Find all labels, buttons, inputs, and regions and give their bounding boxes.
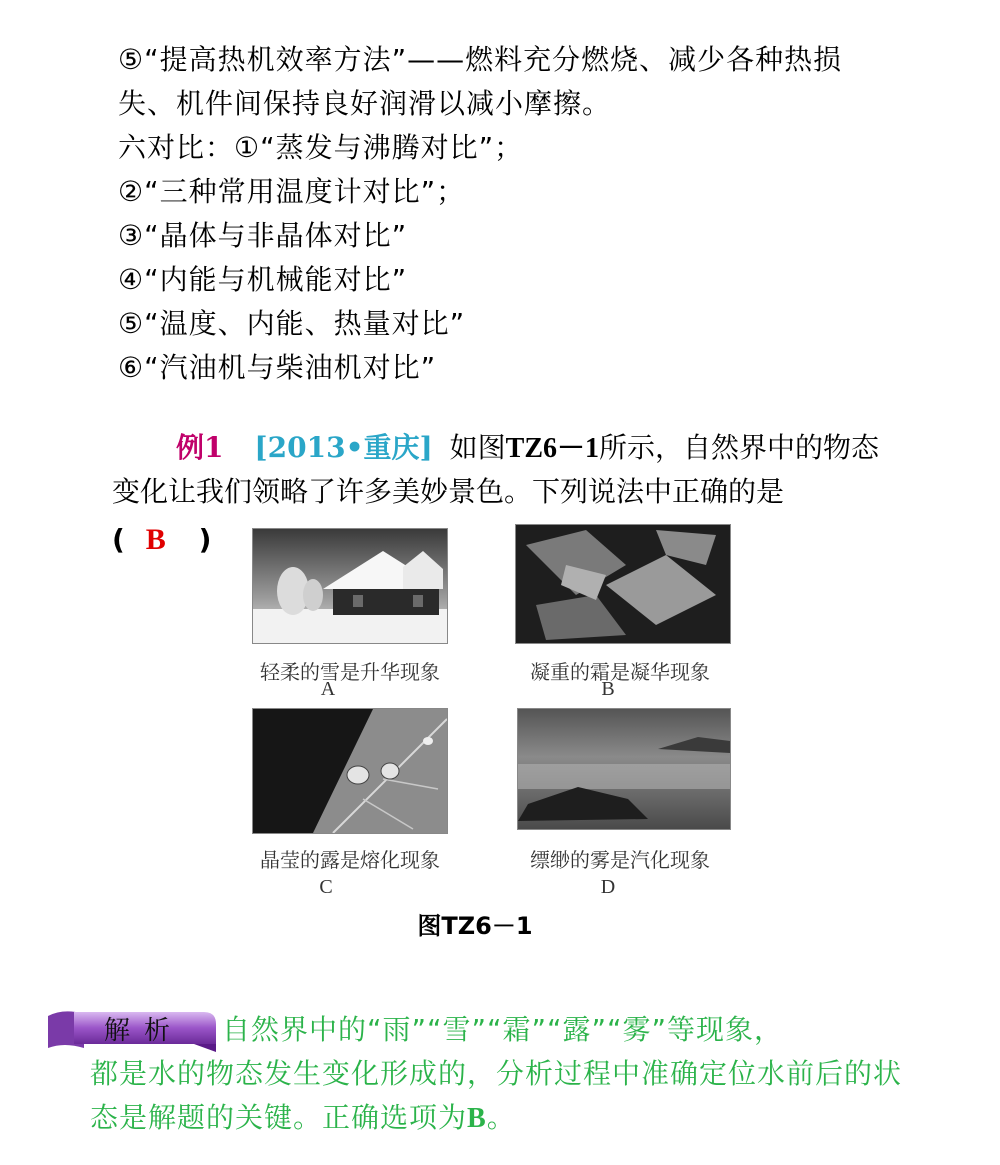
- frost-leaves-image: [516, 525, 730, 643]
- analysis-line-3: [90, 1098, 516, 1139]
- analysis-line-1: 自然界中的“雨”“雪”“霜”“露”“雾”等现象，: [222, 1013, 784, 1046]
- example-line-2: 变化让我们领略了许多美妙景色。下列说法中正确的是: [112, 475, 785, 508]
- text-line-1: ⑤“提高热机效率方法”——燃料充分燃烧、减少各种热损: [118, 43, 843, 76]
- dew-leaf-image: [253, 709, 447, 833]
- analysis-line-2: 都是水的物态发生变化形成的，分析过程中准确定位水前后的状: [90, 1057, 903, 1090]
- letter-d: D: [600, 876, 616, 898]
- caption-a: 轻柔的雪是升华现象: [260, 660, 440, 684]
- photo-dew-leaf: [252, 708, 448, 834]
- text-line-5: ③“晶体与非晶体对比”: [118, 219, 408, 252]
- snow-house-image: [253, 529, 447, 643]
- text-line-8: ⑥“汽油机与柴油机对比”: [118, 351, 437, 384]
- caption-c: 晶莹的露是熔化现象: [260, 848, 440, 872]
- example-label: 例1: [176, 431, 224, 464]
- analysis-answer: B: [467, 1103, 487, 1134]
- analysis-tag-label: 解析: [104, 1016, 185, 1046]
- answer-blank: [112, 520, 211, 560]
- example-text-b: 所示，自然界中的物态: [599, 431, 880, 464]
- photo-snow-house: [252, 528, 448, 644]
- photo-misty-sea: [517, 708, 731, 830]
- text-line-3: 六对比：①“蒸发与沸腾对比”；: [118, 131, 524, 164]
- paren-open: (: [112, 523, 125, 556]
- answer-letter: B: [145, 523, 166, 556]
- paren-close: ): [198, 523, 212, 556]
- caption-b: 凝重的霜是凝华现象: [530, 660, 710, 684]
- letter-c: C: [319, 876, 333, 898]
- text-line-2: 失、机件间保持良好润滑以减小摩擦。: [118, 87, 612, 120]
- example-source: [2013•重庆]: [254, 431, 433, 464]
- analysis-tag: [44, 1004, 220, 1054]
- letter-a: A: [320, 678, 336, 700]
- caption-d: 缥缈的雾是汽化现象: [530, 848, 710, 872]
- misty-sea-image: [518, 709, 730, 829]
- example-text-a: 如图: [449, 431, 506, 464]
- analysis-line-3-end: 。: [486, 1101, 516, 1134]
- figure-title: 图TZ6－1: [417, 912, 533, 940]
- letter-b: B: [601, 678, 615, 700]
- text-line-7: ⑤“温度、内能、热量对比”: [118, 307, 466, 340]
- photo-frost-leaves: [515, 524, 731, 644]
- example-figure-ref: TZ6－1: [505, 433, 599, 464]
- example-line-1: [176, 428, 879, 469]
- text-line-6: ④“内能与机械能对比”: [118, 263, 408, 296]
- text-line-4: ②“三种常用温度计对比”；: [118, 175, 466, 208]
- analysis-line-3-text: 态是解题的关键。正确选项为: [90, 1101, 468, 1134]
